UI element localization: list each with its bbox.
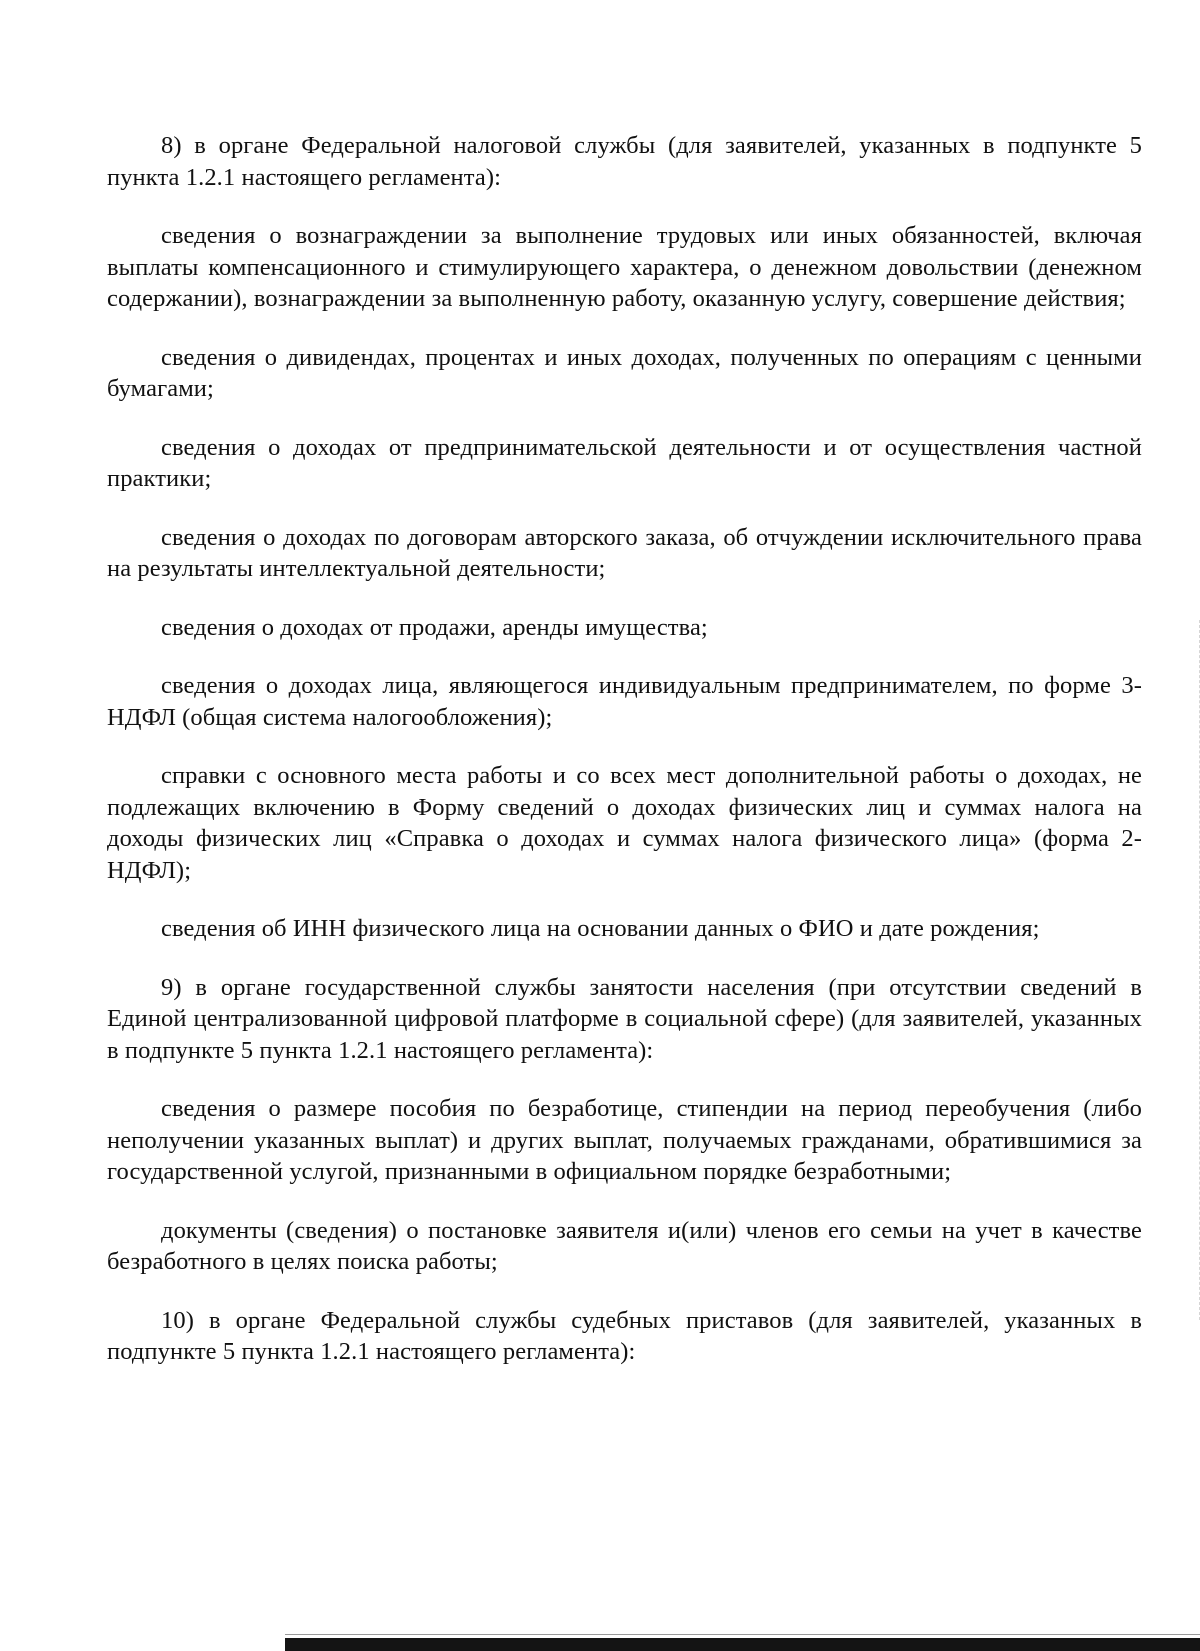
paragraph-item-9-employment-service: 9) в органе государственной службы занятости населения (при отсутствии сведений в Единой централизованной цифровой платформе в социальной сфере) (для заявителей, указанных в подпункте 5 пункта 1.2.1 настоящего регламента): <box>107 973 1142 1064</box>
scan-bottom-bar <box>285 1638 1200 1651</box>
paragraph-unemployment-benefits: сведения о размере пособия по безработице, стипендии на период переобучения (либо неполучении указанных выплат) и других выплат, получаемых гражданами, обратившимися за государственной услугой, признанными в официальном порядке безработными; <box>107 1095 1142 1185</box>
paragraph-copyright-income: сведения о доходах по договорам авторского заказа, об отчуждении исключительного права на результаты интеллектуальной деятельности; <box>107 523 1142 582</box>
paragraph-property-income: сведения о доходах от продажи, аренды имущества; <box>161 613 708 641</box>
paragraph-business-income: сведения о доходах от предпринимательской деятельности и от осуществления частной практики; <box>107 433 1142 492</box>
paragraph-dividends: сведения о дивидендах, процентах и иных доходах, полученных по операциям с ценными бумагами; <box>107 343 1142 402</box>
paragraph-employment-certificates: справки с основного места работы и со всех мест дополнительной работы о доходах, не подлежащих включению в Форму сведений о доходах физических лиц и суммах налога на доходы физических лиц «Справка о доходах и суммах налога физического лица» (форма 2-НДФЛ); <box>107 762 1142 884</box>
paragraph-inn: сведения об ИНН физического лица на основании данных о ФИО и дате рождения; <box>161 915 1040 942</box>
document-body <box>107 130 1142 1395</box>
paragraph-remuneration: сведения о вознаграждении за выполнение трудовых или иных обязанностей, включая выплаты компенсационного и стимулирующего характера, о денежном довольствии (денежном содержании), вознаграждении за выполненную работу, оказанную услугу, совершение действия; <box>107 222 1142 312</box>
paragraph-item-10-bailiffs: 10) в органе Федеральной службы судебных приставов (для заявителей, указанных в подпункте 5 пункта 1.2.1 настоящего регламента): <box>107 1306 1142 1365</box>
scan-edge-mark <box>1196 620 1200 1320</box>
scan-bottom-line <box>285 1634 1200 1635</box>
paragraph-item-8-tax-service: 8) в органе Федеральной налоговой службы (для заявителей, указанных в подпункте 5 пункта 1.2.1 настоящего регламента): <box>107 132 1142 191</box>
paragraph-3-ndfl: сведения о доходах лица, являющегося индивидуальным предпринимателем, по форме 3-НДФЛ (общая система налогообложения); <box>107 672 1142 731</box>
paragraph-unemployment-registration: документы (сведения) о постановке заявителя и(или) членов его семьи на учет в качестве безработного в целях поиска работы; <box>107 1216 1142 1275</box>
